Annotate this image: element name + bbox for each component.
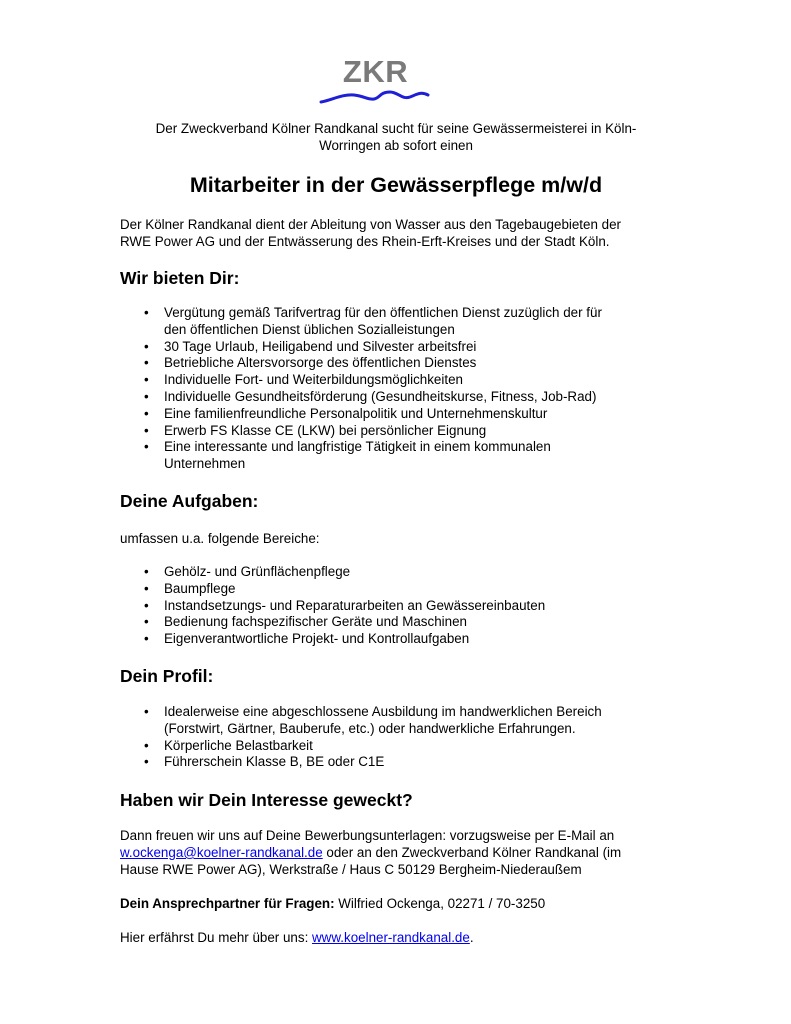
- list-item: • 30 Tage Urlaub, Heiligabend und Silvester arbeitsfrei: [144, 338, 477, 354]
- contact-label: Dein Ansprechpartner für Fragen:: [120, 896, 335, 911]
- list-item: • Instandsetzungs- und Reparaturarbeiten an Gewässereinbauten: [144, 597, 546, 613]
- contact-value: Wilfried Ockenga, 02271 / 70-3250: [334, 896, 546, 911]
- list-item: • Betriebliche Altersvorsorge des öffentlichen Dienstes: [144, 355, 477, 371]
- contact-line: [120, 895, 680, 912]
- list-item: • Eine familienfreundliche Personalpolitik und Unternehmenskultur: [144, 405, 548, 421]
- more-info-line: Hier erfährst Du mehr über uns: www.koelner-randkanal.de.: [120, 930, 474, 945]
- profile-heading: Dein Profil:: [120, 666, 214, 686]
- list-item: • Körperliche Belastbarkeit: [144, 737, 313, 753]
- offer-list: [120, 305, 660, 473]
- list-item: • Gehölz- und Grünflächenpflege: [144, 564, 351, 579]
- profile-list: [120, 704, 660, 771]
- application-text: Dann freuen wir uns auf Deine Bewerbungsunterlagen: vorzugsweise per E-Mail an w.ockenga@koelner-randkanal.de oder an den Zweckverband Kölner Randkanal (im Hause RWE Power AG), Werkstraße / Haus C 50129 Bergheim-Niederaußem: [120, 828, 622, 877]
- tasks-intro: umfassen u.a. folgende Bereiche:: [120, 531, 320, 546]
- zkr-logo: [318, 54, 433, 110]
- list-item: • Eine interessante und langfristige Tätigkeit in einem kommunalen Unternehmen: [144, 439, 551, 472]
- list-item: • Bedienung fachspezifischer Geräte und Maschinen: [144, 614, 467, 630]
- list-item: • Individuelle Fort- und Weiterbildungsmöglichkeiten: [144, 372, 463, 388]
- logo-text: ZKR: [342, 54, 409, 89]
- list-item: • Führerschein Klasse B, BE oder C1E: [144, 754, 385, 770]
- intro-text: Der Zweckverband Kölner Randkanal sucht für seine Gewässermeisterei in Köln- Worringen ab sofort einen: [155, 121, 637, 153]
- description-text: Der Kölner Randkanal dient der Ableitung von Wasser aus den Tagebaugebieten der RWE Power AG und der Entwässerung des Rhein-Erft-Kreises und der Stadt Köln.: [120, 217, 621, 249]
- list-item: • Individuelle Gesundheitsförderung (Gesundheitskurse, Fitness, Job-Rad): [144, 388, 597, 404]
- list-item: • Eigenverantwortliche Projekt- und Kontrollaufgaben: [144, 631, 470, 647]
- list-item: • Idealerweise eine abgeschlossene Ausbildung im handwerklichen Bereich (Forstwirt, Gärtner, Bauberufe, etc.) oder handwerkliche Erfahrungen.: [144, 704, 602, 736]
- list-item: • Erwerb FS Klasse CE (LKW) bei persönlicher Eignung: [144, 422, 487, 438]
- offer-heading: Wir bieten Dir:: [120, 268, 240, 288]
- list-item: • Vergütung gemäß Tarifvertrag für den öffentlichen Dienst zuzüglich der für den öffentlichen Dienst üblichen Sozialleistungen: [144, 305, 602, 337]
- list-item: • Baumpflege: [144, 580, 236, 596]
- job-title: Mitarbeiter in der Gewässerpflege m/w/d: [189, 173, 603, 197]
- tasks-list: [120, 564, 660, 648]
- logo-wave-icon: [318, 86, 433, 108]
- website-link[interactable]: www.koelner-randkanal.de: [312, 930, 470, 945]
- email-link[interactable]: w.ockenga@koelner-randkanal.de: [120, 845, 323, 860]
- tasks-heading: Deine Aufgaben:: [120, 491, 259, 511]
- interest-heading: Haben wir Dein Interesse geweckt?: [120, 790, 413, 810]
